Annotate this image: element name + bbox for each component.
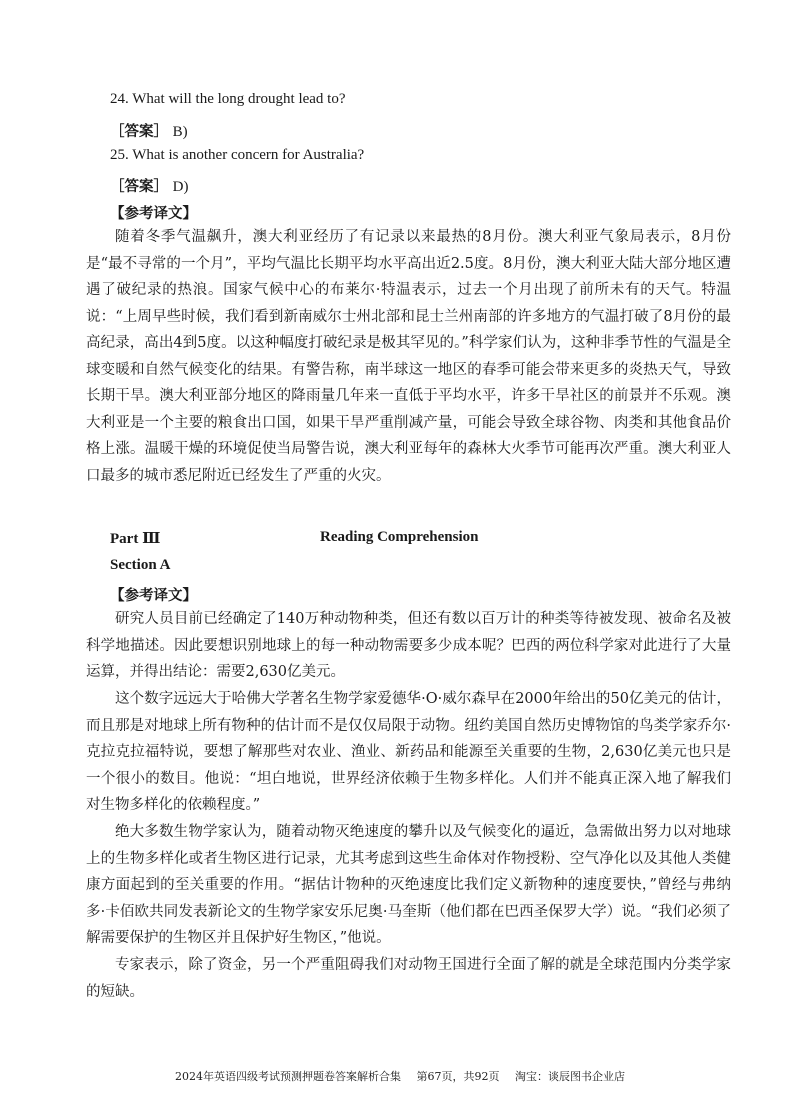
page-footer [0, 1068, 800, 1084]
answer-value: D) [172, 179, 189, 195]
translation-heading: 【参考译文】 [110, 587, 197, 604]
footer-collection: 2024年英语四级考试预测押题卷答案解析合集 [175, 1070, 401, 1083]
answer-value: B) [172, 124, 188, 140]
listening-translation-paragraph: 随着冬季气温飙升，澳大利亚经历了有记录以来最热的8月份。澳大利亚气象局表示，8月份是“最不寻常的一个月”，平均气温比长期平均水平高出近2.5度。8月份，澳大利亚大陆大部分地区遭遇了破纪录的热浪。国家气候中心的布莱尔·特温表示，过去一个月出现了前所未有的天气。特温说：“上周早些时候，我们看到新南威尔士州北部和昆士兰州南部的许多地方的气温打破了8月份的最高纪录，高出4到5度。以这种幅度打破纪录是极其罕见的。”科学家们认为，这种非季节性的气温是全球变暖和自然气候变化的结果。有警告称，南半球这一地区的春季可能会带来更多的炎热天气，导致长期干旱。澳大利亚部分地区的降雨量几年来一直低于平均水平，许多干旱社区的前景并不乐观。澳大利亚是一个主要的粮食出口国，如果干旱严重削减产量，可能会导致全球谷物、肉类和其他食品价格上涨。温暖干燥的环境促使当局警告说，澳大利亚每年的森林大火季节可能再次严重。澳大利亚人口最多的城市悉尼附近已经发生了严重的火灾。 [86, 229, 731, 484]
answer-label: ［答案］ [110, 178, 168, 195]
reading-paragraph-1: 研究人员目前已经确定了140万种动物种类，但还有数以百万计的种类等待被发现、被命名及被科学地描述。因此要想识别地球上的每一种动物需要多少成本呢？巴西的两位科学家对此进行了大量运算，并得出结论：需要2,630亿美元。 [86, 611, 731, 680]
part-label: Part Ⅲ [110, 531, 161, 547]
part-heading [110, 529, 630, 551]
reading-paragraph-2: 这个数字远远大于哈佛大学著名生物学家爱德华·O·威尔森早在2000年给出的50亿美元的估计，而且那是对地球上所有物种的估计而不是仅仅局限于动物。纽约美国自然历史博物馆的鸟类学家乔尔·克拉克拉福特说，要想了解那些对农业、渔业、新药品和能源至关重要的生物，2,630亿美元也只是一个很小的数目。他说：“坦白地说，世界经济依赖于生物多样化。人们并不能真正深入地了解我们对生物多样化的依赖程度。” [86, 691, 731, 813]
part-title: Reading Comprehension [320, 529, 479, 545]
question-24: 24. What will the long drought lead to? [110, 91, 346, 107]
answer-24 [110, 120, 188, 141]
footer-page-number: 第67页，共92页 [416, 1070, 500, 1083]
footer-shop: 淘宝：谈辰图书企业店 [515, 1070, 625, 1083]
answer-label: ［答案］ [110, 123, 168, 140]
answer-25 [110, 175, 188, 196]
reading-paragraph-4: 专家表示，除了资金，另一个严重阻碍我们对动物王国进行全面了解的就是全球范围内分类学家的短缺。 [86, 957, 731, 1000]
reading-paragraph-3: 绝大多数生物学家认为，随着动物灭绝速度的攀升以及气候变化的逼近，急需做出努力以对地球上的生物多样化或者生物区进行记录，尤其考虑到这些生命体对作物授粉、空气净化以及其他人类健康方面起到的至关重要的作用。“据估计物种的灭绝速度比我们定义新物种的速度要快，”曾经与弗纳多·卡佰欧共同发表新论文的生物学家安乐尼奥·马奎斯（他们都在巴西圣保罗大学）说。“我们必须了解需要保护的生物区并且保护好生物区，”他说。 [86, 824, 731, 946]
translation-heading: 【参考译文】 [110, 205, 197, 222]
section-label: Section A [110, 557, 171, 573]
question-25: 25. What is another concern for Australia? [110, 147, 365, 163]
